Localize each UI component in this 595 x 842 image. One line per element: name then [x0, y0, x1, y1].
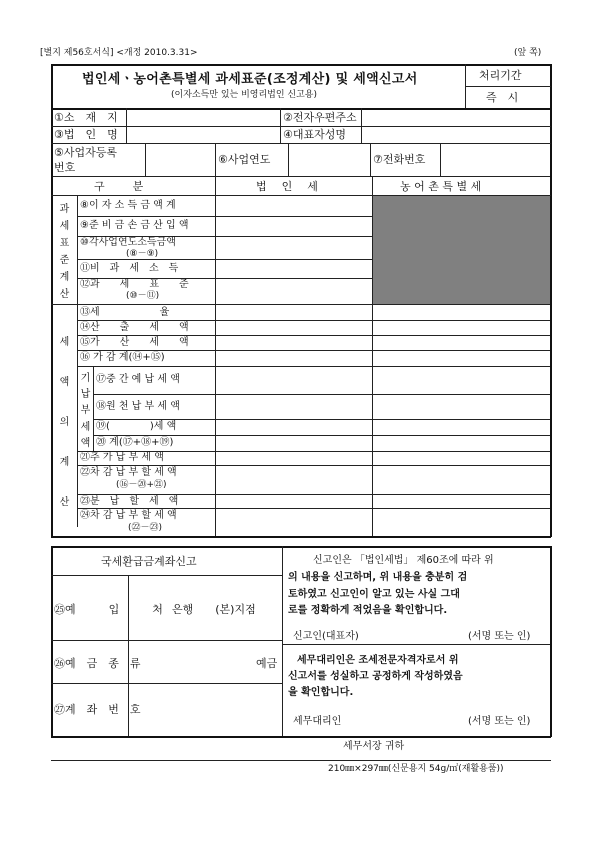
account-number-label: ㉗계 좌 번 호 [54, 703, 141, 716]
row-subtotal: ⑯ 가 감 계(⑭+⑮) [80, 352, 165, 363]
other-tax-field[interactable] [216, 420, 371, 434]
row-tax-base-formula: (⑩－⑪) [126, 291, 160, 301]
account-number-field[interactable] [129, 684, 281, 735]
prepaid-total-field[interactable] [216, 436, 371, 450]
email-field[interactable] [362, 109, 549, 125]
prepaid-tax-label: 기 납 부 세 액 [80, 372, 91, 450]
row-reserve-deduction: ⑨준 비 금 손 금 산 입 액 [80, 220, 189, 231]
row-calculated-tax: ⑭산 출 세 액 [80, 322, 189, 333]
row-installment: ㉓분 납 할 세 액 [80, 496, 179, 507]
declaration-line-3: 토하였고 신고인이 알고 있는 사실 그대 [288, 589, 460, 600]
taxable-income-corp-tax-field[interactable] [216, 237, 371, 258]
fiscal-year-label: ⑥사업연도 [218, 153, 271, 166]
declaration-line-1: 신고인은 「법인세법」 제60조에 따라 위 [313, 555, 494, 566]
nontaxable-income-corp-tax-field[interactable] [216, 260, 371, 277]
bank-label: ㉕예 입 처 [54, 603, 163, 616]
row-additional-tax: ⑮가 산 세 액 [80, 337, 189, 348]
row-nontaxable-income: ⑪비 과 세 소 득 [80, 263, 179, 274]
row-other-tax: ⑲( )세 액 [96, 421, 177, 432]
row-interim-prepayment: ⑰중 간 예 납 세 액 [96, 374, 180, 385]
biz-reg-label: ⑤사업자등록 [54, 146, 117, 159]
declarant-signature[interactable]: (서명 또는 인) [468, 631, 531, 642]
bank-unit-label: 은행 (본)지점 [172, 603, 256, 616]
row-taxable-income: ⑩각사업연도소득금액 [80, 237, 176, 248]
rural-tax-column-header: 농 어 촌 특 별 세 [400, 180, 482, 193]
net-payable-field[interactable] [216, 466, 371, 493]
corp-tax-column-header: 법 인 세 [256, 180, 320, 193]
refund-account-title: 국세환급금계좌신고 [101, 555, 197, 568]
bank-field[interactable] [129, 576, 281, 639]
rep-name-field[interactable] [362, 127, 549, 142]
row-final-payable-formula: (㉒－㉓) [128, 523, 163, 533]
form-number: [별지 제56호서식] <개정 2010.3.31> [40, 48, 198, 58]
fiscal-year-field[interactable] [289, 144, 369, 175]
email-label: ②전자우편주소 [283, 111, 357, 124]
declaration-line-2: 의 내용을 신고하며, 위 내용을 충분히 검 [288, 572, 468, 583]
installment-field[interactable] [216, 495, 371, 507]
category-column-header: 구 분 [94, 180, 146, 193]
interest-income-corp-tax-field[interactable] [216, 196, 371, 215]
phone-field[interactable] [441, 144, 549, 175]
row-withholding-tax: ⑱원 천 납 부 세 액 [96, 401, 180, 412]
additional-tax-field[interactable] [216, 336, 371, 349]
location-label: ①소 재 지 [54, 111, 118, 124]
additional-payment-field[interactable] [216, 452, 371, 464]
biz-reg-field[interactable] [146, 144, 214, 175]
deposit-unit-label: 예금 [256, 657, 278, 670]
recipient: 세무서장 귀하 [343, 741, 405, 752]
withholding-tax-field[interactable] [216, 395, 371, 418]
interim-prepayment-field[interactable] [216, 367, 371, 393]
agent-signature[interactable]: (서명 또는 인) [468, 716, 531, 727]
processing-period-label: 처리기간 [479, 69, 522, 82]
agent-statement-line-2: 신고서를 성실하고 공정하게 작성하였음 [288, 671, 463, 682]
tax-base-section-label: 과 세 표 준 계 산 [59, 204, 70, 300]
form-subtitle: (이자소득만 있는 비영리법인 신고용) [171, 90, 318, 100]
rural-tax-column-fields[interactable] [373, 305, 549, 535]
subtotal-field[interactable] [216, 351, 371, 365]
corp-name-field[interactable] [127, 127, 279, 142]
calculated-tax-field[interactable] [216, 321, 371, 334]
row-additional-payment: ㉑추 가 납 부 세 액 [80, 452, 164, 463]
tax-rate-field[interactable] [216, 305, 371, 319]
paper-spec-footer: 210㎜×297㎜(신문용지 54g/㎡(재활용품)) [328, 764, 504, 774]
deposit-type-field[interactable] [129, 641, 281, 682]
row-prepaid-total: ⑳ 계(⑰+⑱+⑲) [96, 437, 174, 448]
row-tax-rate: ⑬세 율 [80, 307, 170, 318]
declaration-line-4: 로를 정확하게 적었음을 확인합니다. [288, 605, 448, 616]
agent-label: 세무대리인 [293, 716, 342, 727]
processing-period-value: 즉 시 [486, 91, 519, 104]
agent-statement-line-3: 을 확인합니다. [288, 687, 354, 698]
row-taxable-income-formula: (⑧－⑨) [126, 249, 159, 259]
row-net-payable: ㉒차 감 납 부 할 세 액 [80, 467, 177, 478]
rural-tax-shaded-block [373, 196, 550, 304]
location-field[interactable] [127, 109, 279, 125]
page-side-label: (앞 쪽) [514, 48, 542, 58]
rep-name-label: ④대표자성명 [283, 128, 346, 141]
row-net-payable-formula: (⑯－⑳+㉑) [116, 480, 167, 490]
biz-reg-label-2: 번호 [54, 161, 76, 174]
tax-calc-section-label: 세 액 의 계 산 [59, 336, 70, 508]
phone-label: ⑦전화번호 [373, 153, 426, 166]
form-title: 법인세ㆍ농어촌특별세 과세표준(조정계산) 및 세액신고서 [82, 72, 418, 87]
corp-name-label: ③법 인 명 [54, 128, 118, 141]
agent-statement-line-1: 세무대리인은 조세전문자격자로서 위 [297, 655, 459, 666]
row-interest-income: ⑧이 자 소 득 금 액 계 [80, 200, 176, 211]
tax-base-corp-tax-field[interactable] [216, 279, 371, 303]
row-final-payable: ㉔차 감 납 부 할 세 액 [80, 510, 177, 521]
declarant-label: 신고인(대표자) [293, 631, 359, 642]
reserve-deduction-corp-tax-field[interactable] [216, 217, 371, 235]
final-payable-field[interactable] [216, 509, 371, 535]
deposit-type-label: ㉖예 금 종 류 [54, 657, 141, 670]
row-tax-base: ⑫과 세 표 준 [80, 279, 189, 290]
